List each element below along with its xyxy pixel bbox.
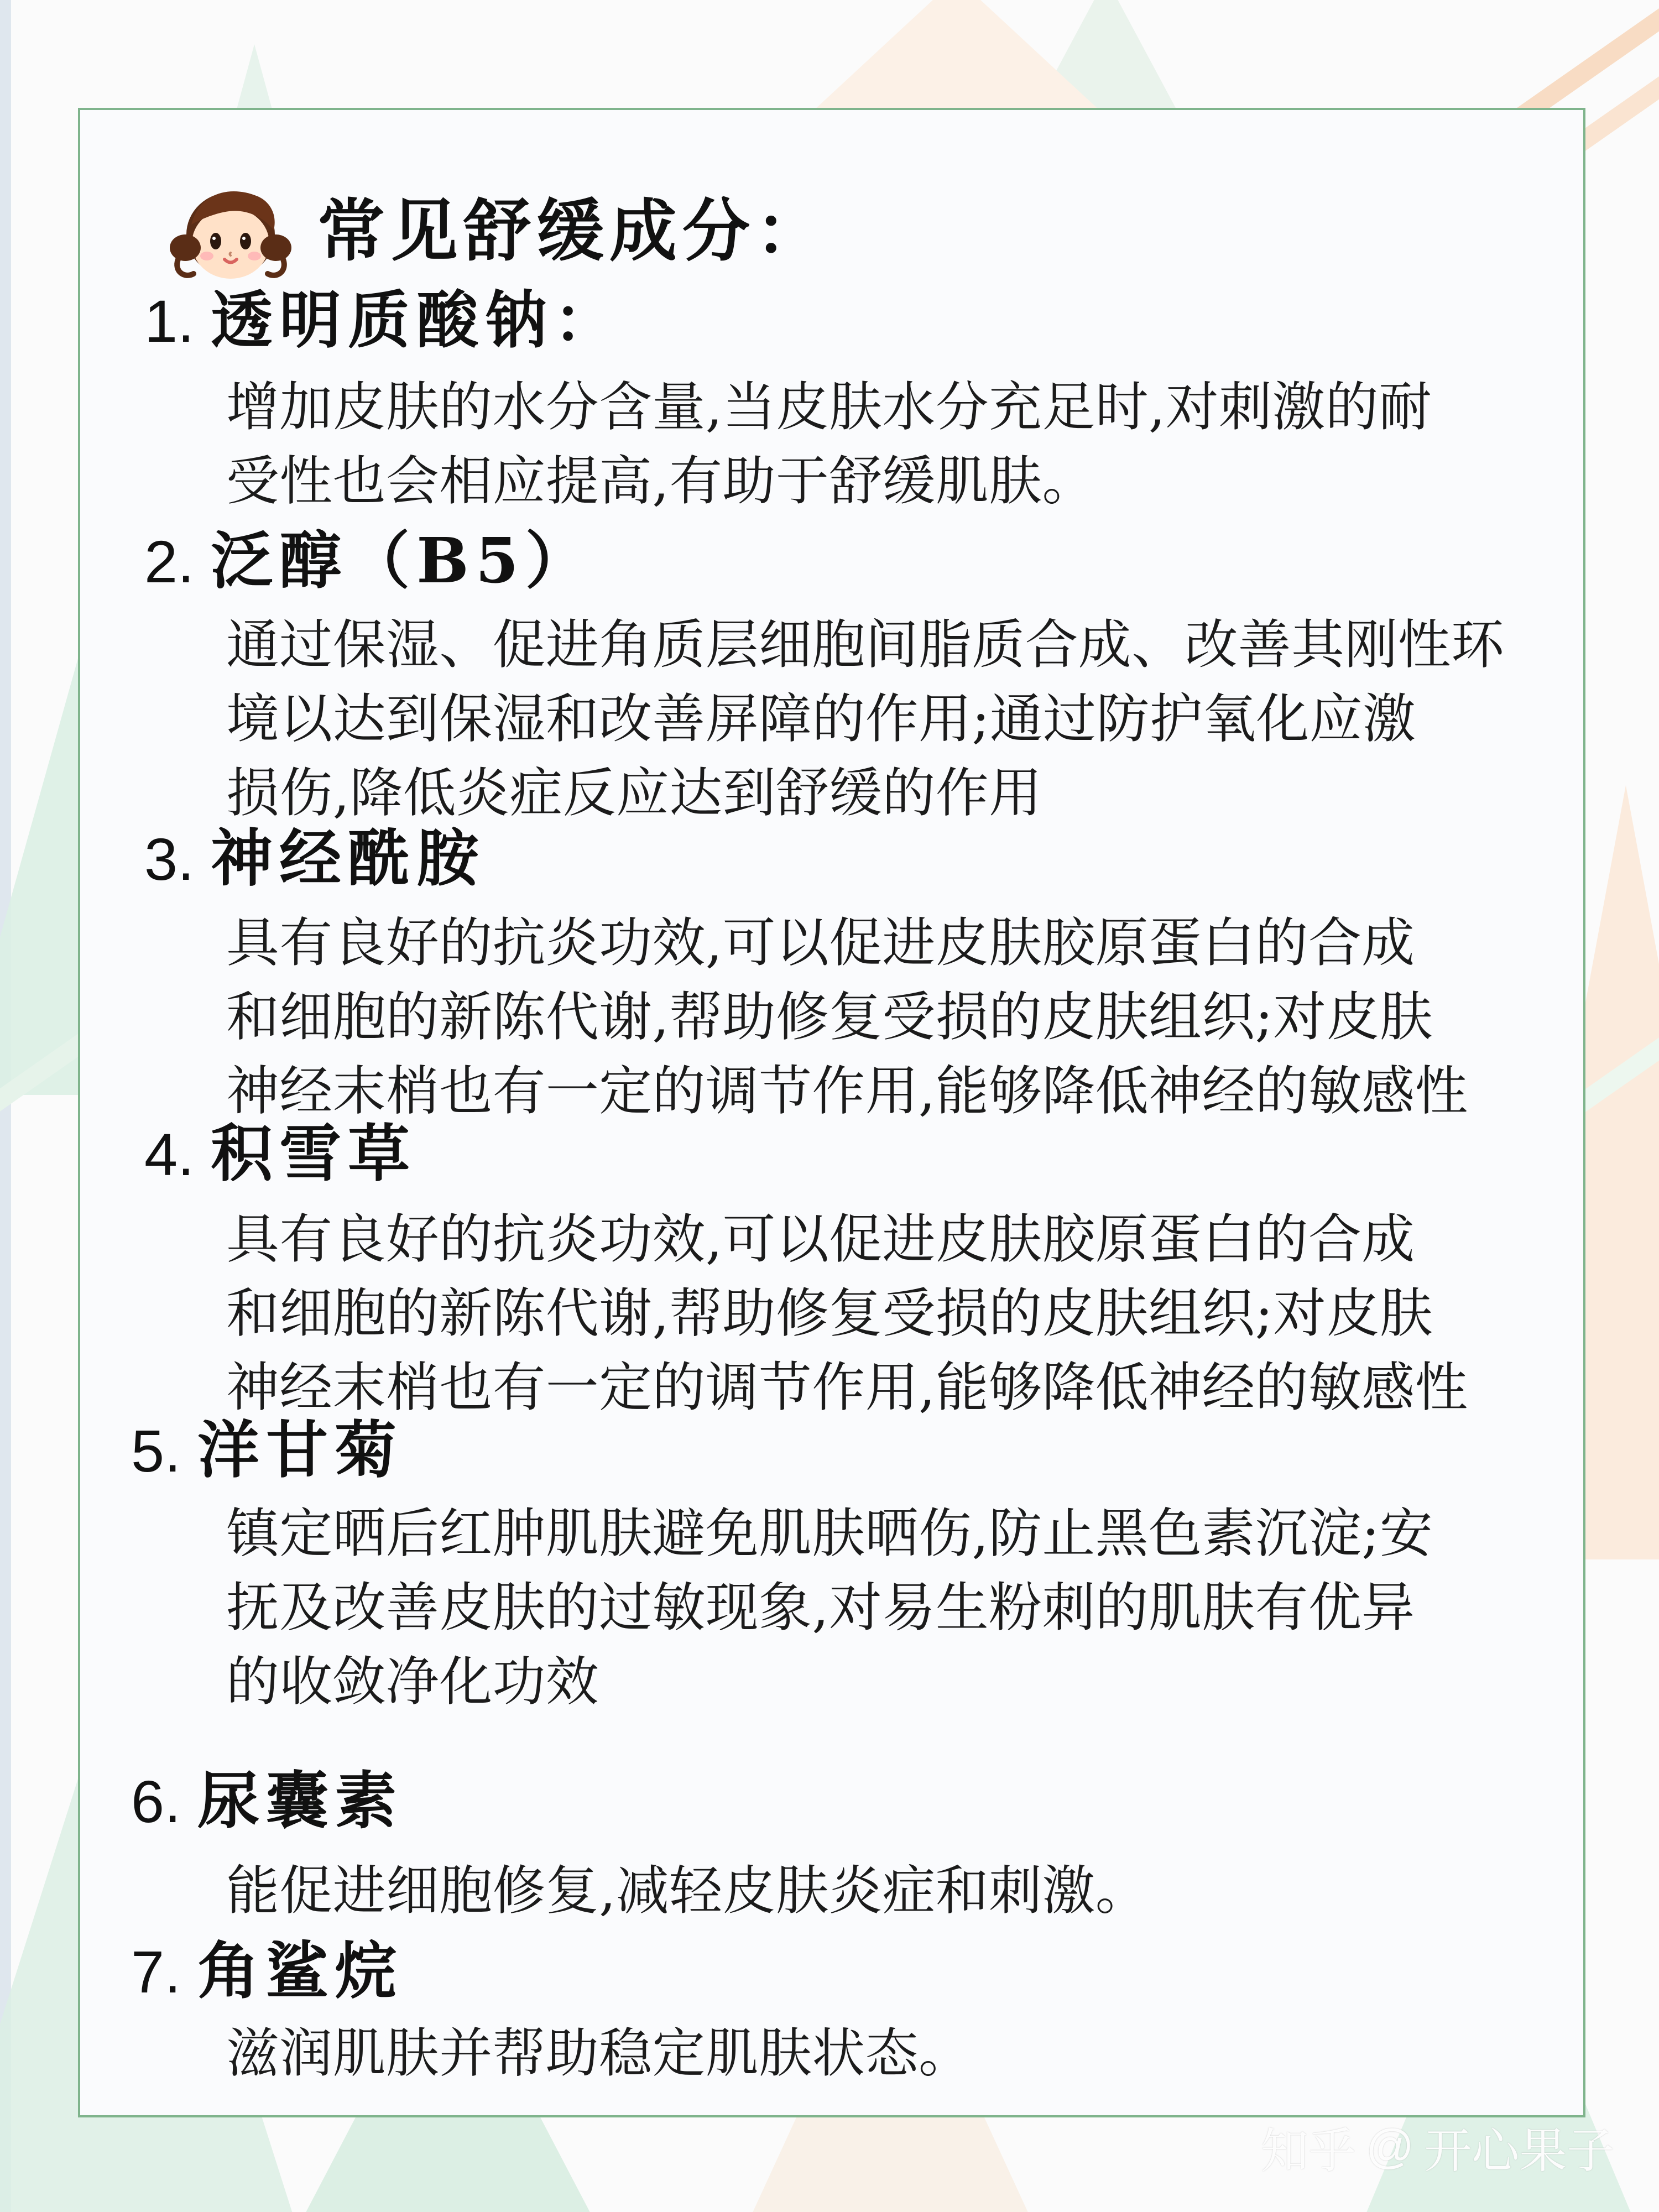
ingredient-title: 泛醇（B5） [211,525,594,597]
ingredient-description [226,608,1553,830]
ingredient-heading [144,1118,417,1190]
description-line: 能促进细胞修复,减轻皮肤炎症和刺激。 [226,1860,1149,1922]
description-line: 增加皮肤的水分含量,当皮肤水分充足时,对刺激的耐 [226,376,1432,438]
description-line: 通过保湿、促进角质层细胞间脂质合成、改善其刚性环 [226,614,1505,676]
ingredient-heading [144,525,594,597]
zhihu-watermark [1261,2112,1614,2181]
ingredient-number: 4. [144,1121,195,1188]
ingredient-description [226,1496,1553,1719]
ingredient-number: 5. [131,1417,181,1484]
watermark-site: 知乎 [1261,2125,1356,2178]
description-line: 滋润肌肤并帮助稳定肌肤状态。 [226,2022,972,2084]
description-line: 受性也会相应提高,有助于舒缓肌肤。 [226,450,1095,512]
watermark-at-symbol: @ [1366,2120,1415,2173]
girl-avatar-icon [167,173,294,289]
description-line: 抚及改善皮肤的过敏现象,对易生粉刺的肌肤有优异 [226,1577,1415,1639]
ingredient-number: 3. [144,826,195,893]
description-line: 具有良好的抗炎功效,可以促进皮肤胶原蛋白的合成 [226,912,1415,974]
description-line: 镇定晒后红肿肌肤避免肌肤晒伤,防止黑色素沉淀;安 [226,1503,1433,1564]
description-line: 的收敛净化功效 [226,1651,599,1713]
description-line: 损伤,降低炎症反应达到舒缓的作用 [226,762,1042,824]
ingredient-title: 角鲨烷 [197,1935,404,2007]
heading-row [167,173,828,289]
ingredient-number: 7. [131,1938,181,2005]
description-line: 和细胞的新陈代谢,帮助修复受损的皮肤组织;对皮肤 [226,1282,1433,1344]
ingredient-description [226,906,1553,1128]
ingredient-title: 洋甘菊 [197,1414,404,1486]
ingredient-number: 2. [144,528,195,595]
description-line: 神经末梢也有一定的调节作用,能够降低神经的敏感性 [226,1060,1468,1122]
description-line: 具有良好的抗炎功效,可以促进皮肤胶原蛋白的合成 [226,1208,1415,1270]
description-line: 和细胞的新陈代谢,帮助修复受损的皮肤组织;对皮肤 [226,986,1433,1048]
ingredient-heading [131,1765,404,1837]
ingredient-description [226,1854,1553,1928]
ingredient-description [226,1202,1553,1425]
ingredient-title: 积雪草 [211,1118,417,1190]
ingredient-number: 1. [144,288,195,354]
ingredient-number: 6. [131,1768,181,1835]
ingredient-title: 神经酰胺 [211,822,486,895]
content-panel [78,108,1585,2117]
description-line: 境以达到保湿和改善屏障的作用;通过防护氧化应激 [226,688,1416,750]
ingredient-title: 透明质酸钠： [211,284,623,357]
ingredient-description [226,2016,1553,2090]
ingredient-heading [131,1935,404,2007]
ingredient-heading [131,1414,404,1486]
ingredient-title: 尿囊素 [197,1765,404,1837]
girl-avatar-icon [167,173,294,289]
ingredient-description [226,370,1553,518]
ingredient-heading [144,284,623,357]
description-line: 神经末梢也有一定的调节作用,能够降低神经的敏感性 [226,1357,1468,1418]
ingredient-heading [144,822,486,895]
watermark-author: 开心果子 [1424,2125,1615,2178]
page-title: 常见舒缓成分： [317,191,828,270]
